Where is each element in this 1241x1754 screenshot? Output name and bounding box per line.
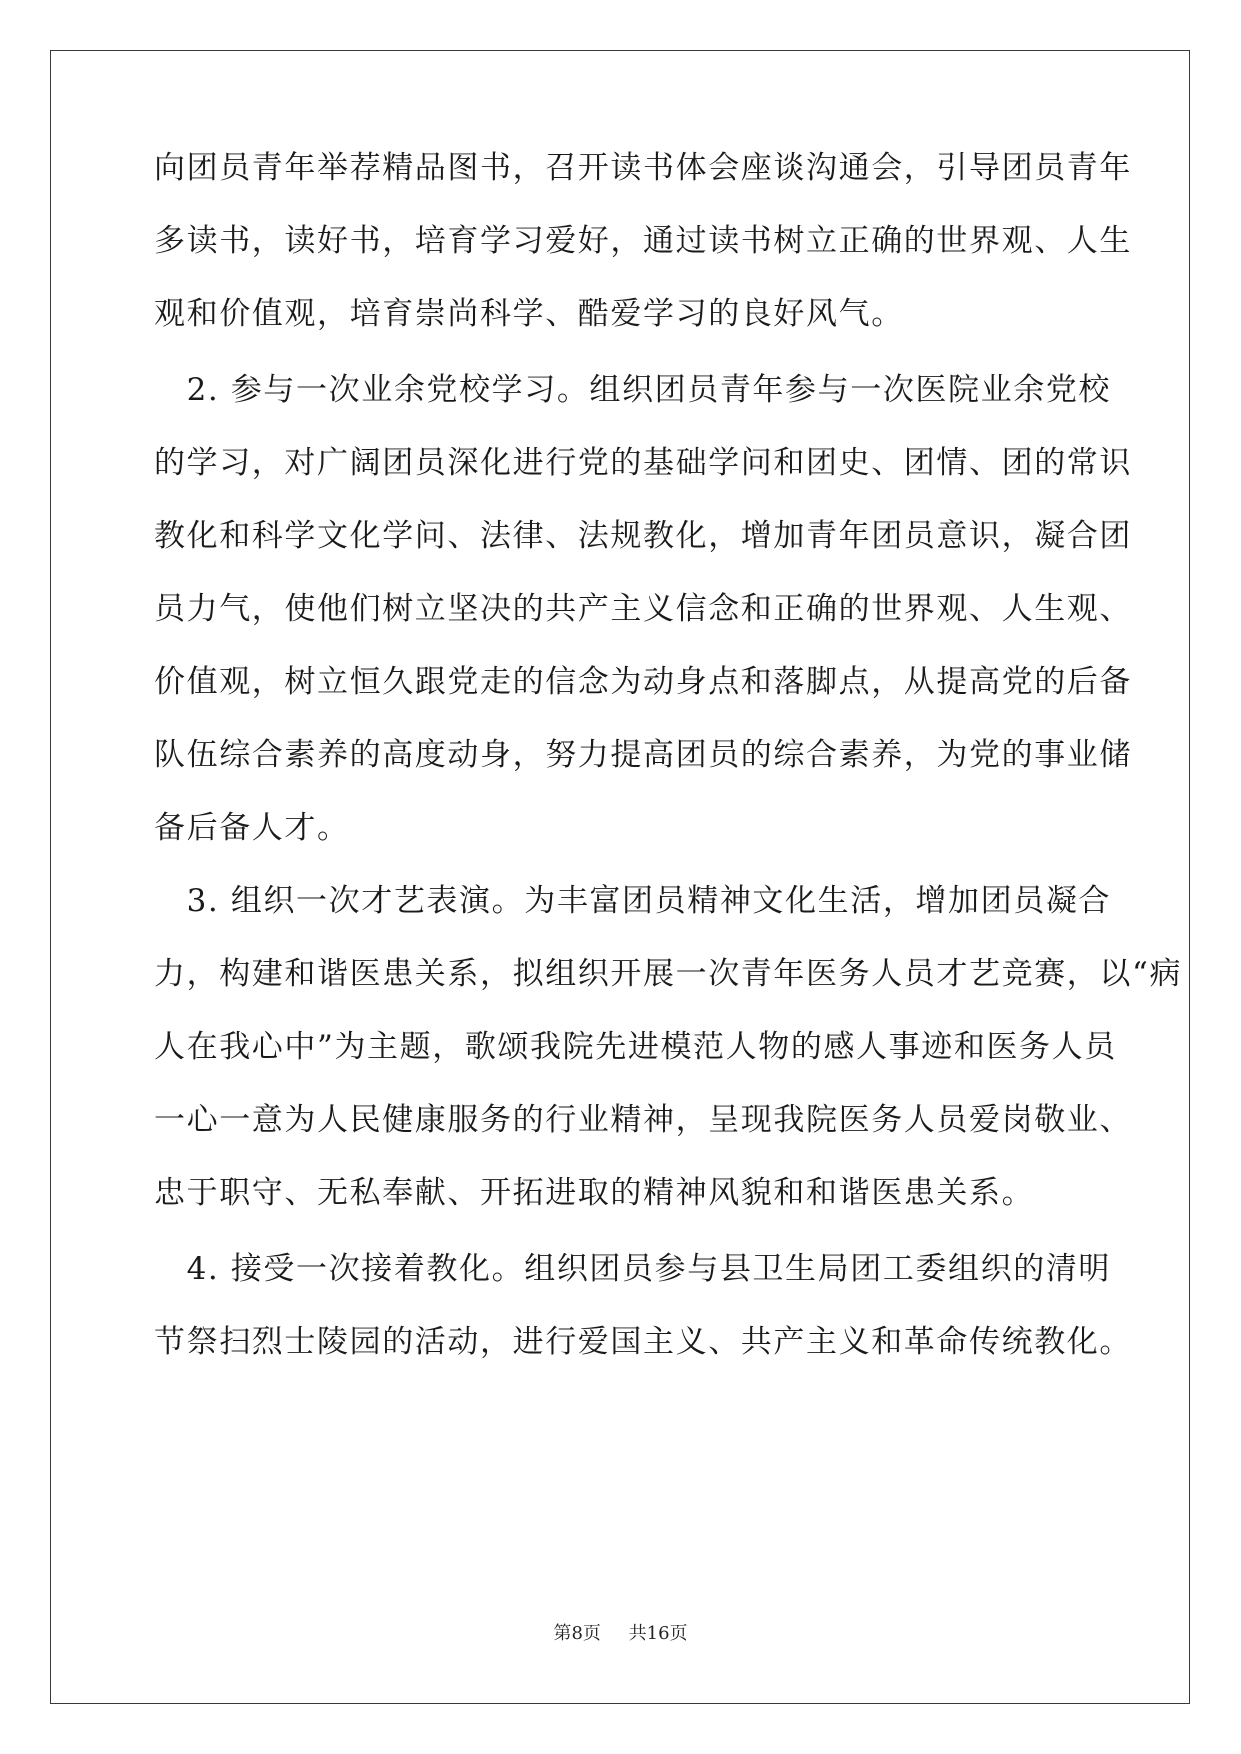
text-line: 备后备人才。: [154, 810, 350, 846]
text-line: 价值观，树立恒久跟党走的信念为动身点和落脚点，从提高党的后备: [154, 664, 1132, 700]
text-line: 队伍综合素养的高度动身，努力提高团员的综合素养，为党的事业储: [154, 737, 1132, 773]
text-line: 一心一意为人民健康服务的行业精神，呈现我院医务人员爱岗敬业、: [154, 1102, 1132, 1138]
text-line: 节祭扫烈士陵园的活动，进行爱国主义、共产主义和革命传统教化。: [154, 1324, 1132, 1360]
text-line: 的学习，对广阔团员深化进行党的基础学问和团史、团情、团的常识: [154, 445, 1132, 481]
text-line: 向团员青年举荐精品图书，召开读书体会座谈沟通会，引导团员青年: [154, 150, 1132, 186]
text-line: 员力气，使他们树立坚决的共产主义信念和正确的世界观、人生观、: [154, 591, 1132, 627]
page-footer: [0, 1622, 1241, 1646]
text-line: 人在我心中”为主题，歌颂我院先进模范人物的感人事迹和医务人员: [154, 1029, 1117, 1065]
text-line: 3. 组织一次才艺表演。为丰富团员精神文化生活，增加团员凝合: [154, 883, 1112, 919]
text-line: 多读书，读好书，培育学习爱好，通过读书树立正确的世界观、人生: [154, 223, 1132, 259]
text-line: 2. 参与一次业余党校学习。组织团员青年参与一次医院业余党校: [154, 372, 1112, 408]
text-line: 忠于职守、无私奉献、开拓进取的精神风貌和和谐医患关系。: [154, 1175, 1035, 1211]
text-line: 力，构建和谐医患关系，拟组织开展一次青年医务人员才艺竞赛，以“病: [154, 956, 1183, 992]
page-number-current: 第8页: [553, 1623, 601, 1644]
text-line: 教化和科学文化学问、法律、法规教化，增加青年团员意识，凝合团: [154, 518, 1132, 554]
text-line: 观和价值观，培育崇尚科学、酷爱学习的良好风气。: [154, 296, 904, 332]
text-line: 4. 接受一次接着教化。组织团员参与县卫生局团工委组织的清明: [154, 1251, 1112, 1287]
page-number-total: 共16页: [628, 1623, 688, 1644]
